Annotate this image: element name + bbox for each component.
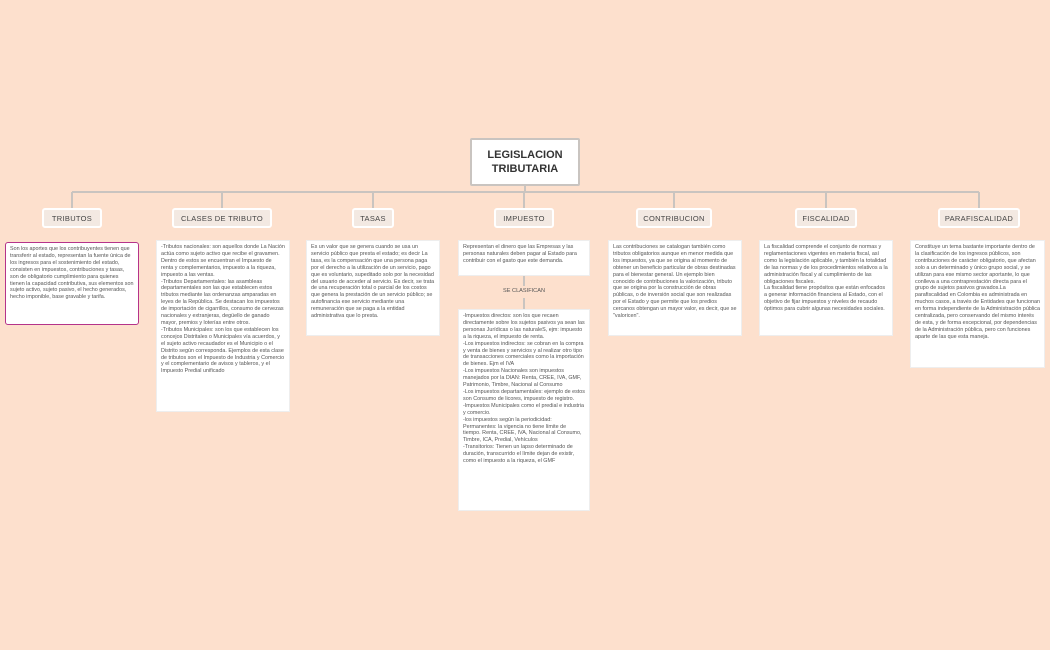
topic-parafiscalidad[interactable]: [938, 208, 1020, 228]
topic-fiscalidad[interactable]: [795, 208, 857, 228]
topic-tasas[interactable]: [352, 208, 394, 228]
note-contribucion: Las contribuciones se catalogan también como tributos obligatorios aunque en menor medida que los impuestos, ya que se origina al momento de obtener un beneficio particular de obras destinadas para el bienestar general. Un ejemplo bien conocido de contribuciones la valorización, tributo que se origina por la construcción de obras públicas, o de inversión social que son realizadas por el Estado y que permite que los predios cercanos obtengan un mayor valor, es decir, que se "valoricen".: [608, 240, 742, 336]
topic-clases-de-tributo[interactable]: [172, 208, 272, 228]
note-impuesto: Representan el dinero que las Empresas y las personas naturales deben pagar al Estado para contribuir con el gasto que este demanda.: [458, 240, 590, 276]
note-fiscalidad: La fiscalidad comprende el conjunto de normas y reglamentaciones vigentes en materia fiscal, así como la legislación aplicable, y también la totalidad de las normas y de los procedimientos relativos a la administración fiscal y al cumplimiento de las obligaciones fiscales. La fiscalidad tiene propósitos que están enfocados a generar información financiera al Estado, con el objetivo de fijar impuestos y niveles de recaudo óptimos para cubrir algunas necesidades sociales.: [759, 240, 893, 336]
note-parafiscalidad: Constituye un tema bastante importante dentro de la clasificación de los ingresos públicos, son contribuciones de carácter obligatorio, que afectan solo a un determinado y único grupo social, y se utilizan para ese mismo sector aportante, lo que conlleva a una contraprestación directa para el grupo de sujetos pasivos gravados.La parafiscalidad en Colombia es administrada en muchos casos, a través de Entidades que funcionan en forma independiente de la Administración pública centralizada, pero conservando del mismo interés de esta, y de forma excepcional, por dependencias de la Administración pública, pero con funciones aparte de las que esta maneja.: [910, 240, 1045, 368]
note-tributos: Son los aportes que los contribuyentes tienen que transferir al estado, representan la fuente única de los ingresos para el sostenimiento del estado, consisten en impuestos, contribuciones y tasas, son de obligatorio cumplimiento para quienes tienen la capacidad contributiva, sus elementos son sujeto activo, sujeto pasivo, el hecho generados, hecho imponible, base gravable y tarifa.: [5, 242, 139, 325]
topic-tributos[interactable]: [42, 208, 102, 228]
topic-label: CLASES DE TRIBUTO: [181, 213, 263, 223]
relationship-label-se-clasifican: SE CLASIFICAN: [503, 288, 545, 294]
root-topic[interactable]: [470, 138, 580, 186]
topic-impuesto[interactable]: [494, 208, 554, 228]
topic-label: PARAFISCALIDAD: [944, 213, 1014, 223]
topic-contribucion[interactable]: [636, 208, 712, 228]
note-tasas: Es un valor que se genera cuando se usa un servicio público que presta el estado; es decir La tasa, es la compensación que una persona paga por el derecho a la utilización de un servicio, pago que es voluntario, supeditado solo por la necesidad del usuario de acceder al servicio. Es decir, se trata de una recuperación total o parcial de los costos que genera la prestación de un servicio público; se autofinancia ese servicio mediante una remuneración que se paga a la entidad administrativa que lo presta.: [306, 240, 440, 336]
topic-label: TRIBUTOS: [51, 213, 93, 223]
root-title: LEGISLACION TRIBUTARIA: [487, 149, 563, 175]
topic-label: IMPUESTO: [503, 213, 545, 223]
topic-label: CONTRIBUCION: [643, 213, 705, 223]
topic-label: FISCALIDAD: [802, 213, 850, 223]
note-impuesto-clasificacion: -Impuestos directos: son los que recaen directamente sobre los sujetos pasivos ya sean las personas Jurídicas o las naturaleS, ejm: impuesto a la riqueza, el impuesto de renta. -Los impuestos indirectos: se cobran en la compra y venta de bienes y servicios y al realizar otro tipo de transacciones comerciales como la importación de bienes. Ejm el IVA -Los impuestos Nacionales son impuestos manejados por la DIAN: Renta, CREE, IVA, GMF, Patrimonio, Timbre, Nacional al Consumo -Los impuestos departamentales: ejemplo de estos son Consumo de licores, impuesto de registro. -Impuestos Municipales como el predial e industria y comercio. -los impuestos según la periodicidad: Permanentes: la vigencia no tiene límite de tiempo. Renta, CREE, IVA, Nacional al Consumo, Timbre, ICA, Predial, Vehículos -Transitorios: Tienen un lapso determinado de duración, transcurrido el límite dejan de existir, como el impuesto a la riqueza, el GMF: [458, 309, 590, 511]
note-clases-de-tributo: -Tributos nacionales: son aquellos donde La Nación actúa como sujeto activo que recibe el gravamen. Dentro de estos se encuentran el Impuesto de renta y complementarios, impuesto a la riqueza, impuesto a las ventas. -Tributos Departamentales: las asambleas departamentales son las que establecen estos tributos mediante las ordenanzas amparadas en leyes de la República. Se destacan los impuestos de importación de cigarrillos, consumo de cervezas nacionales y extranjeras, degüello de ganado mayor, premios y loterías entre otros. -Tributos Municipales: son los que establecen los concejos Distritales o Municipales vía acuerdos, y el sujeto activo recaudador es el Municipio o el Distrito según corresponda. Ejemplos de esta clase de tributos son el Impuesto de Industria y Comercio y el complementario de avisos y tableros, y el Impuesto Predial unificado: [156, 240, 290, 412]
topic-label: TASAS: [360, 213, 386, 223]
